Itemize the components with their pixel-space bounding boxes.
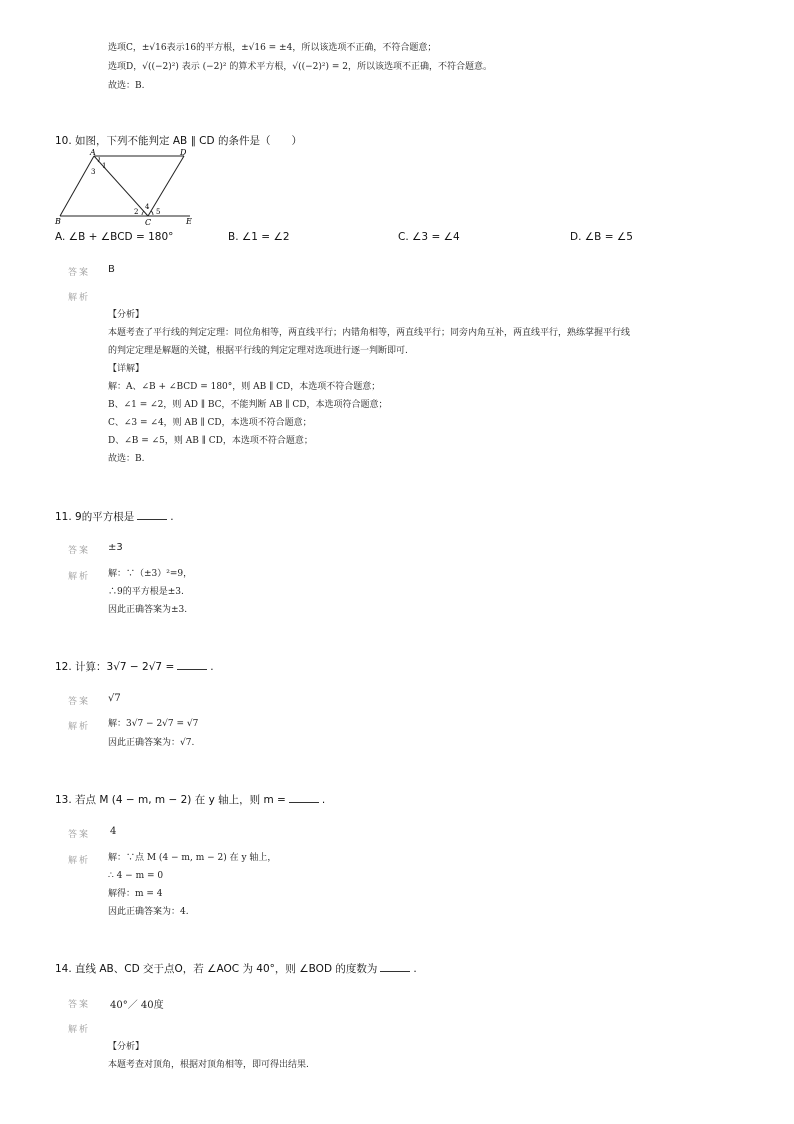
fig-label-C: C [145, 218, 152, 227]
q10-analysis-line: 解：A、∠B + ∠BCD = 180°，则 AB ∥ CD，本选项不符合题意； [108, 382, 381, 392]
q10-analysis-line: 本题考查了平行线的判定定理：同位角相等，两直线平行；内错角相等，两直线平行；同旁内角互补，两直线平行，熟练掌握平行线 [108, 328, 631, 338]
q13-stem-end: . [321, 794, 326, 806]
q14-blank [380, 961, 410, 972]
q13-analysis-label: 解析 [68, 856, 91, 866]
fig-label-B: B [55, 217, 61, 226]
q10-analysis-label: 解析 [68, 293, 91, 303]
q12-answer-label: 答案 [68, 697, 91, 707]
fig-angle-1: 1 [102, 162, 107, 170]
q10-analysis-line: B、∠1 = ∠2，则 AD ∥ BC，不能判断 AB ∥ CD，本选项符合题意； [108, 400, 388, 410]
q13-answer-label: 答案 [68, 830, 91, 840]
q10-option-d: D. ∠B = ∠5 [570, 231, 633, 243]
q14-stem-text: 14. 直线 AB、CD 交于点O，若 ∠AOC 为 40°，则 ∠BOD 的度数为 [55, 963, 378, 975]
fig-angle-3: 3 [91, 168, 96, 176]
q14-analysis-line: 本题考查对顶角，根据对顶角相等，即可得出结果. [108, 1060, 309, 1070]
q12-analysis-label: 解析 [68, 722, 91, 732]
q14-answer-label: 答案 [68, 1000, 91, 1010]
q13-analysis-line: ∴ 4 − m = 0 [108, 871, 164, 881]
q12-stem-end: . [210, 661, 214, 673]
fig-label-E: E [186, 217, 192, 226]
q12-stem-text: 12. 计算：3√7 − 2√7 = [55, 661, 175, 673]
q10-analysis-line: C、∠3 = ∠4，则 AB ∥ CD，本选项不符合题意； [108, 418, 312, 428]
prev-answer-line-3: 故选：B. [108, 81, 145, 91]
q11-analysis-line: 解：∵（±3）²=9， [108, 569, 193, 579]
q11-stem [55, 509, 174, 524]
q13-blank [289, 792, 319, 803]
q11-blank [137, 509, 167, 520]
fig-angle-5: 5 [156, 208, 161, 216]
q11-answer: ±3 [108, 542, 123, 553]
q13-analysis-line: 解得：m = 4 [108, 889, 163, 899]
q10-stem: 10. 如图，下列不能判定 AB ∥ CD 的条件是（ ） [55, 135, 302, 147]
q11-analysis-line: 因此正确答案为±3. [108, 605, 188, 615]
q14-stem-end: . [413, 963, 417, 975]
q11-analysis-label: 解析 [68, 572, 91, 582]
q10-analysis-line: D、∠B = ∠5，则 AB ∥ CD，本选项不符合题意； [108, 436, 313, 446]
fig-label-D: D [180, 148, 187, 157]
q12-answer: √7 [108, 693, 121, 704]
fig-angle-4: 4 [145, 203, 150, 211]
q13-analysis-line: 解：∵点 M (4 − m, m − 2) 在 y 轴上， [108, 853, 277, 863]
q14-stem [55, 961, 417, 976]
q10-answer-label: 答案 [68, 268, 91, 278]
q11-stem-end: . [170, 511, 174, 523]
q12-analysis-line: 因此正确答案为：√7. [108, 738, 195, 748]
q10-analysis-line: 的判定定理是解题的关键，根据平行线的判定定理对选项进行逐一判断即可. [108, 346, 408, 356]
q10-option-a: A. ∠B + ∠BCD = 180° [55, 231, 174, 243]
q14-analysis-label: 解析 [68, 1025, 91, 1035]
q10-option-c: C. ∠3 = ∠4 [398, 231, 460, 243]
q12-analysis-line: 解：3√7 − 2√7 = √7 [108, 719, 199, 729]
q13-analysis-line: 因此正确答案为：4. [108, 907, 189, 917]
q10-analysis-line: 【分析】 [108, 310, 145, 320]
q10-answer: B [108, 264, 115, 275]
fig-label-A: A [90, 148, 96, 157]
q14-answer: 40°／ 40度 [110, 1000, 164, 1011]
q13-answer: 4 [110, 826, 117, 837]
fig-angle-2: 2 [134, 208, 139, 216]
q10-analysis-line: 【详解】 [108, 364, 145, 374]
prev-answer-line-2: 选项D，√((−2)²) 表示 (−2)² 的算术平方根，√((−2)²) = 2，所以该选项不正确，不符合题意。 [108, 62, 492, 72]
q10-figure [52, 148, 202, 228]
q10-analysis-line: 故选：B. [108, 454, 145, 464]
q13-stem [55, 792, 325, 807]
q11-analysis-line: ∴9的平方根是±3. [108, 587, 184, 597]
q12-blank [177, 659, 207, 670]
q11-answer-label: 答案 [68, 546, 91, 556]
q10-option-b: B. ∠1 = ∠2 [228, 231, 290, 243]
q12-stem [55, 659, 214, 674]
q11-stem-text: 11. 9的平方根是 [55, 511, 135, 523]
prev-answer-line-1: 选项C，±√16表示16的平方根，±√16 = ±4，所以该选项不正确，不符合题意； [108, 43, 437, 53]
q14-analysis-line: 【分析】 [108, 1042, 145, 1052]
q13-stem-text: 13. 若点 M (4 − m, m − 2) 在 y 轴上，则 m = [55, 794, 286, 806]
